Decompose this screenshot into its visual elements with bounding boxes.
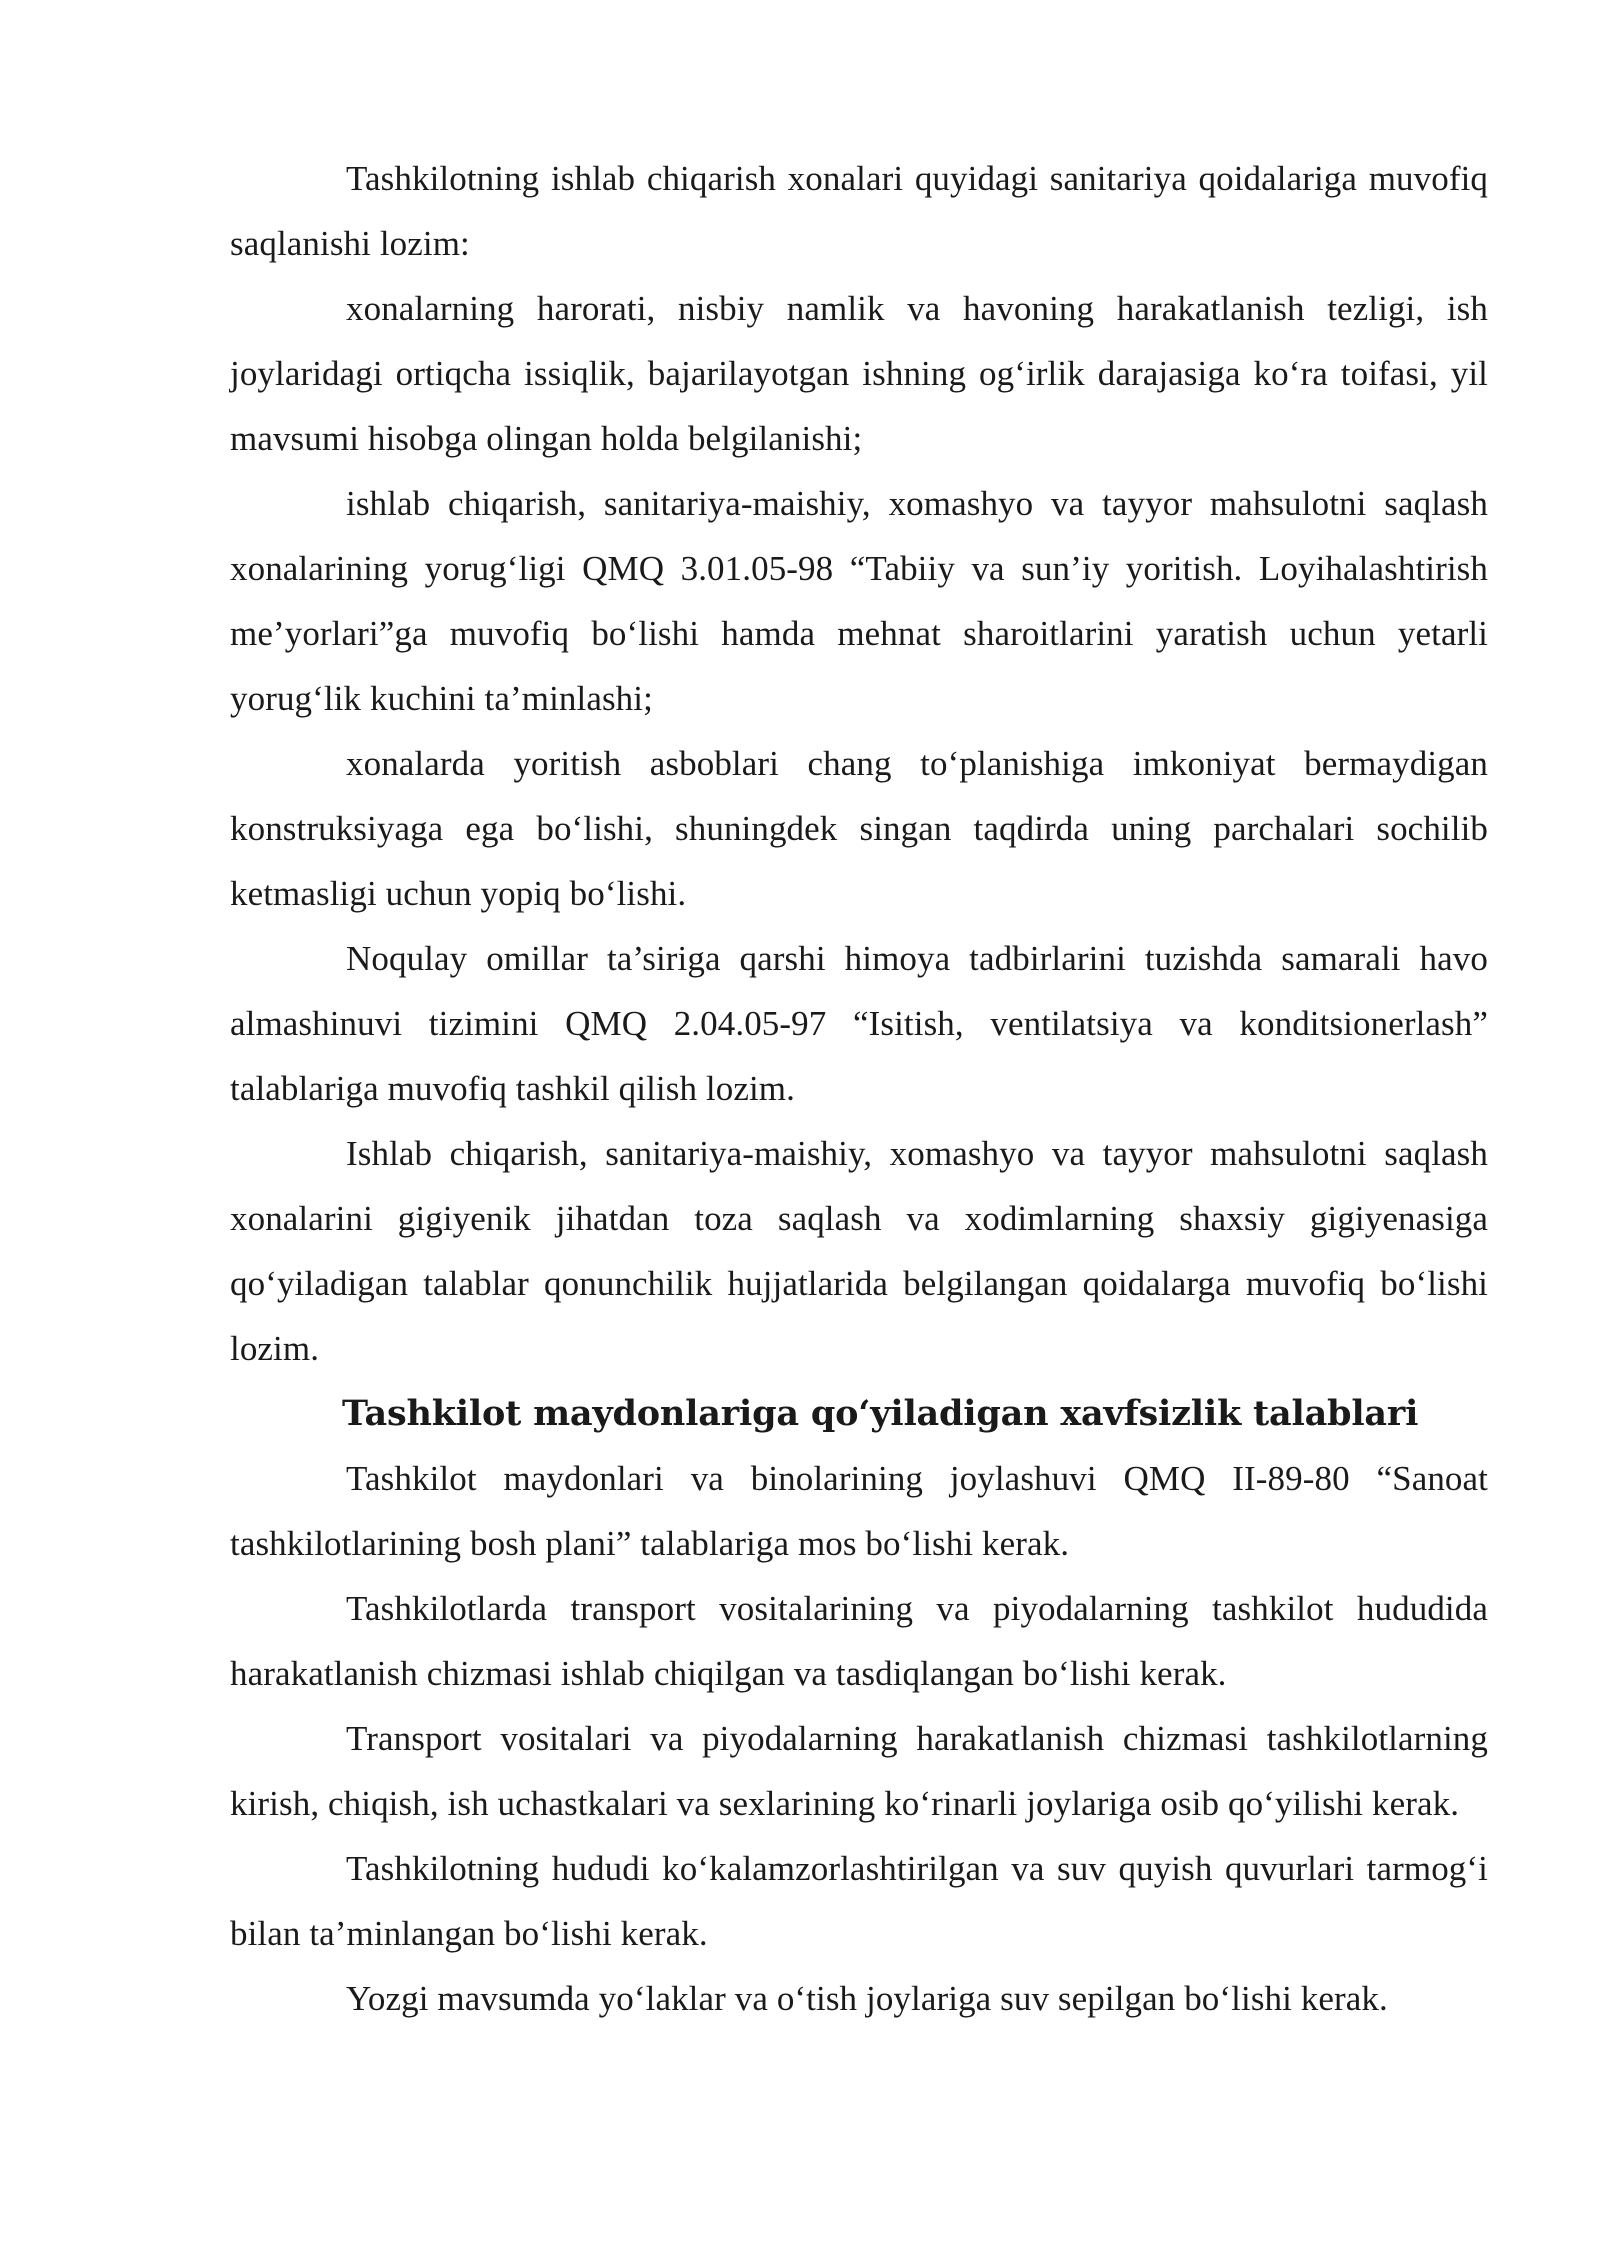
paragraph-intro: Tashkilotning ishlab chiqarish xonalari quyidagi sanitariya qoidalariga muvofiq saqlanishi lozim: — [230, 159, 1488, 263]
paragraph-traffic-scheme: Tashkilotlarda transport vositalarining va piyodalarning tashkilot hududida harakatlanish chizmasi ishlab chiqilgan va tasdiqlangan bo‘lishi kerak. — [230, 1589, 1488, 1693]
paragraph-scheme-posting: Transport vositalari va piyodalarning harakatlanish chizmasi tashkilotlarning kirish, chiqish, ish uchastkalari va sexlarining ko‘rinarli joylariga osib qo‘yilishi kerak. — [230, 1719, 1488, 1823]
paragraph-greening: Tashkilotning hududi ko‘kalamzorlashtirilgan va suv quyish quvurlari tarmog‘i bilan ta’minlangan bo‘lishi kerak. — [230, 1849, 1488, 1953]
paragraph-lighting: ishlab chiqarish, sanitariya-maishiy, xomashyo va tayyor mahsulotni saqlash xonalarining yorug‘ligi QMQ 3.01.05-98 “Tabiiy va sun’iy yoritish. Loyihalashtirish me’yorlari”ga muvofiq bo‘lishi hamda mehnat sharoitlarini yaratish uchun yetarli yorug‘lik kuchini ta’minlashi; — [230, 484, 1488, 718]
document-page — [230, 146, 1488, 2031]
section-heading: Tashkilot maydonlariga qo‘yiladigan xavfsizlik talablari — [342, 1393, 1419, 1434]
paragraph-lighting-fixtures: xonalarda yoritish asboblari chang to‘planishiga imkoniyat bermaydigan konstruksiyaga ega bo‘lishi, shuningdek singan taqdirda uning parchalari sochilib ketmasligi uchun yopiq bo‘lishi. — [230, 744, 1488, 913]
paragraph-site-layout: Tashkilot maydonlari va binolarining joylashuvi QMQ II-89-80 “Sanoat tashkilotlarining bosh plani” talablariga mos bo‘lishi kerak. — [230, 1459, 1488, 1563]
paragraph-ventilation: Noqulay omillar ta’siriga qarshi himoya tadbirlarini tuzishda samarali havo almashinuvi tizimini QMQ 2.04.05-97 “Isitish, ventilatsiya va konditsionerlash” talablariga muvofiq tashkil qilish lozim. — [230, 939, 1488, 1108]
paragraph-temperature: xonalarning harorati, nisbiy namlik va havoning harakatlanish tezligi, ish joylaridagi ortiqcha issiqlik, bajarilayotgan ishning og‘irlik darajasiga ko‘ra toifasi, yil mavsumi hisobga olingan holda belgilanishi; — [230, 289, 1488, 458]
paragraph-hygiene: Ishlab chiqarish, sanitariya-maishiy, xomashyo va tayyor mahsulotni saqlash xonalarini gigiyenik jihatdan toza saqlash va xodimlarning shaxsiy gigiyenasiga qo‘yiladigan talablar qonunchilik hujjatlarida belgilangan qoidalarga muvofiq bo‘lishi lozim. — [230, 1134, 1488, 1368]
paragraph-summer-watering: Yozgi mavsumda yo‘laklar va o‘tish joylariga suv sepilgan bo‘lishi kerak. — [346, 1979, 1388, 2018]
